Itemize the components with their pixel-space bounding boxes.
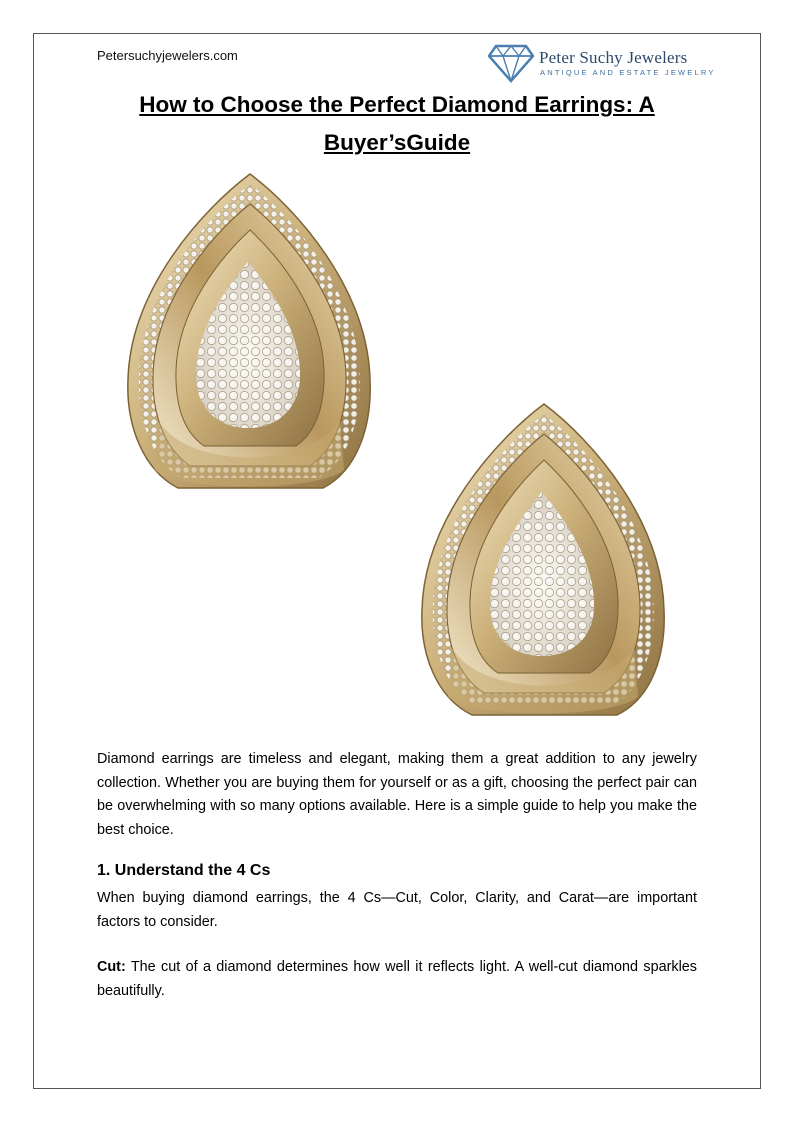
- intro-paragraph: Diamond earrings are timeless and elegant, making them a great addition to any jewelry collection. Whether you are buying them for yourself or as a gift, choosing the perfect pair can be overwhelming with so many options available. Here is a simple guide to help you make the best choice.: [97, 751, 697, 838]
- earring-image-left: [118, 170, 380, 495]
- logo-name: Peter Suchy Jewelers: [539, 48, 688, 67]
- earring-image-right: [412, 400, 674, 722]
- cut-text: The cut of a diamond determines how well it reflects light. A well-cut diamond sparkles beautifully.: [97, 959, 697, 999]
- section-heading-4cs: 1. Understand the 4 Cs: [97, 862, 271, 879]
- logo-tagline: ANTIQUE AND ESTATE JEWELRY: [540, 68, 716, 77]
- section-4cs-paragraph: When buying diamond earrings, the 4 Cs—Cut, Color, Clarity, and Carat—are important factors to consider.: [97, 890, 697, 930]
- cut-paragraph: [97, 956, 697, 1003]
- company-logo[interactable]: [488, 43, 716, 85]
- cut-label: Cut:: [97, 959, 126, 975]
- page-title: How to Choose the Perfect Diamond Earrings: A Buyer’sGuide: [139, 92, 655, 155]
- site-url: Petersuchyjewelers.com: [97, 48, 238, 63]
- diamond-logo-icon: [488, 43, 534, 83]
